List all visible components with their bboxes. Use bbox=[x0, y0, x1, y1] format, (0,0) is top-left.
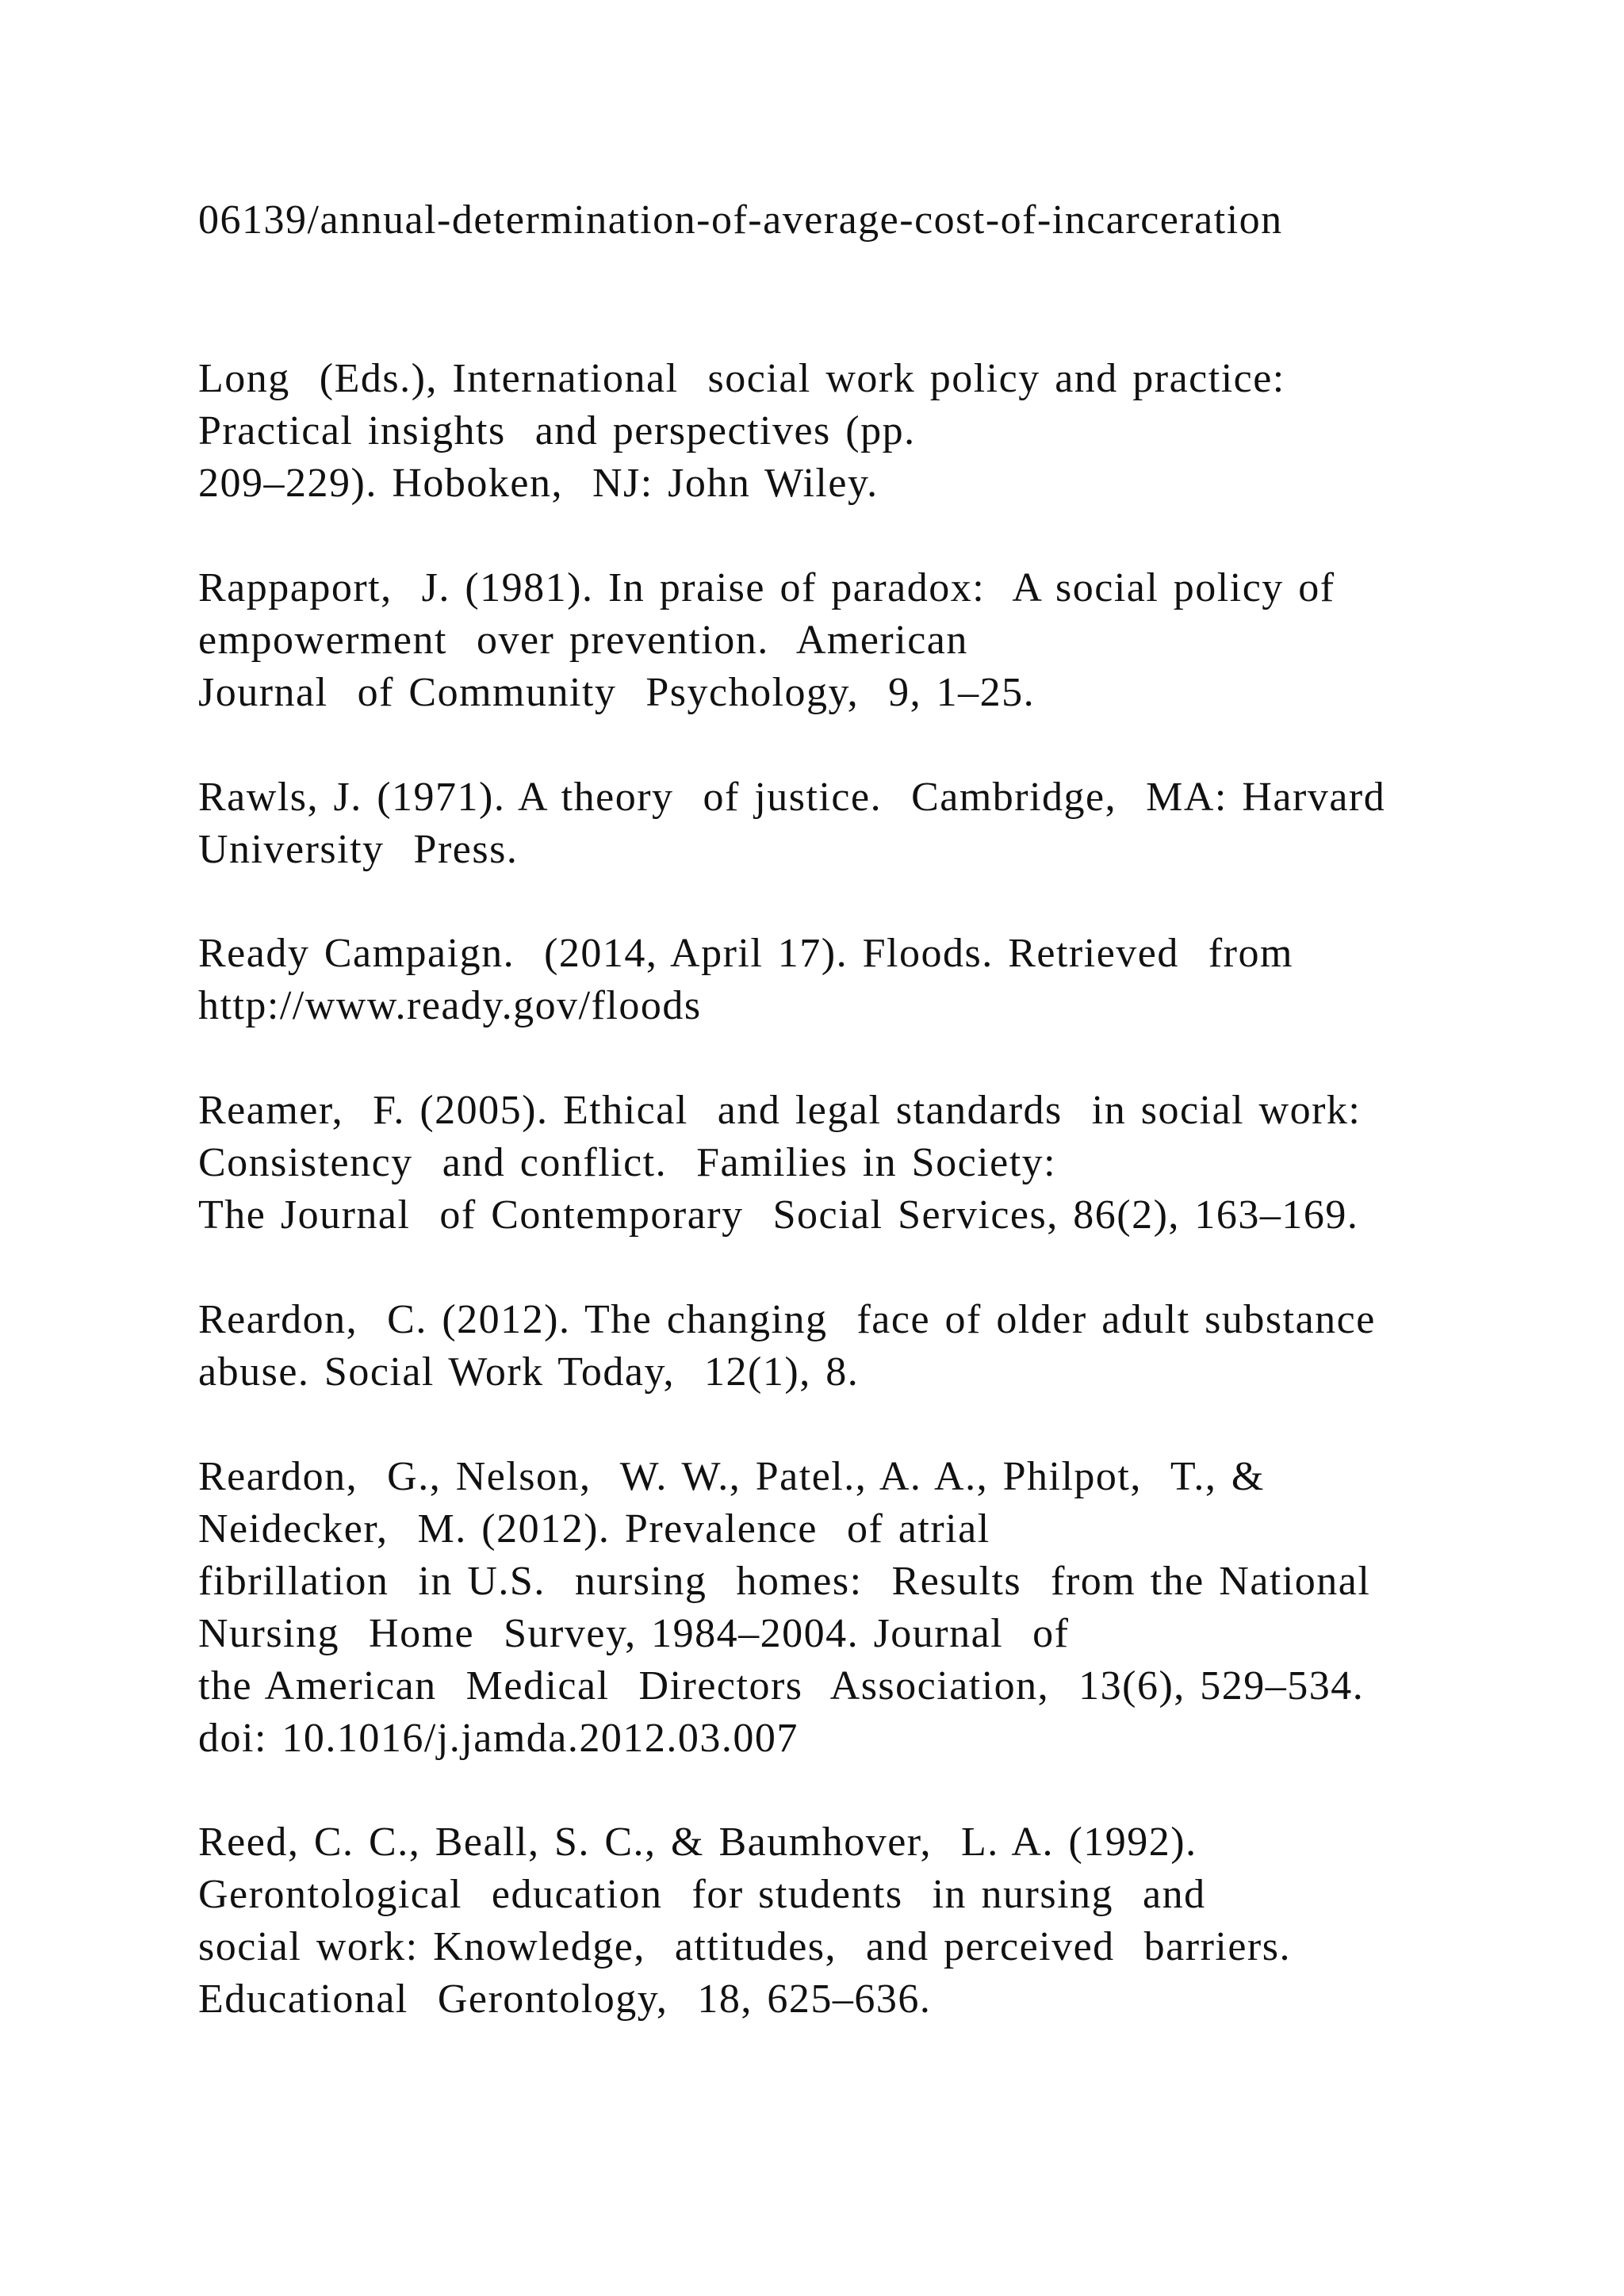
reference-line: Gerontological education for students in nursing and bbox=[198, 1872, 1206, 1917]
reference-line: Rappaport, J. (1981). In praise of paradox: A social policy of bbox=[198, 565, 1335, 610]
reference-line: Reed, C. C., Beall, S. C., & Baumhover, L. A. (1992). bbox=[198, 1820, 1197, 1865]
reference-line: Practical insights and perspectives (pp. bbox=[198, 408, 916, 453]
reference-line: Long (Eds.), International social work policy and practice: bbox=[198, 356, 1285, 401]
reference-line: Neidecker, M. (2012). Prevalence of atrial bbox=[198, 1506, 990, 1552]
reference-entry-reamer bbox=[198, 1085, 1546, 1242]
url-continuation bbox=[198, 194, 1546, 247]
reference-line: Nursing Home Survey, 1984–2004. Journal of bbox=[198, 1611, 1070, 1656]
reference-entry-rappaport bbox=[198, 562, 1546, 719]
reference-entry-reardon-c bbox=[198, 1294, 1546, 1399]
reference-entry-reardon-g bbox=[198, 1451, 1546, 1765]
reference-line: Reamer, F. (2005). Ethical and legal standards in social work: bbox=[198, 1088, 1362, 1133]
reference-line: Educational Gerontology, 18, 625–636. bbox=[198, 1976, 932, 2022]
reference-entry-ready-campaign bbox=[198, 928, 1546, 1032]
reference-line: fibrillation in U.S. nursing homes: Results from the National bbox=[198, 1559, 1371, 1604]
reference-line: Consistency and conflict. Families in Society: bbox=[198, 1140, 1057, 1185]
reference-line: the American Medical Directors Association, 13(6), 529–534. bbox=[198, 1663, 1365, 1709]
reference-line: Reardon, C. (2012). The changing face of older adult substance bbox=[198, 1297, 1376, 1342]
reference-line: Journal of Community Psychology, 9, 1–25. bbox=[198, 670, 1036, 715]
reference-entry-long bbox=[198, 353, 1546, 510]
reference-line: University Press. bbox=[198, 827, 519, 872]
reference-line: http://www.ready.gov/floods bbox=[198, 983, 702, 1028]
reference-line: abuse. Social Work Today, 12(1), 8. bbox=[198, 1349, 860, 1395]
reference-line: Rawls, J. (1971). A theory of justice. Cambridge, MA: Harvard bbox=[198, 775, 1386, 820]
reference-line: 209–229). Hoboken, NJ: John Wiley. bbox=[198, 461, 879, 506]
reference-line: Reardon, G., Nelson, W. W., Patel., A. A., Philpot, T., & bbox=[198, 1454, 1265, 1499]
reference-line: doi: 10.1016/j.jamda.2012.03.007 bbox=[198, 1716, 799, 1761]
reference-line: The Journal of Contemporary Social Services, 86(2), 163–169. bbox=[198, 1192, 1359, 1238]
reference-entry-rawls bbox=[198, 771, 1546, 876]
reference-entry-reed bbox=[198, 1816, 1546, 2026]
reference-line: Ready Campaign. (2014, April 17). Floods. Retrieved from bbox=[198, 931, 1293, 976]
reference-line: empowerment over prevention. American bbox=[198, 618, 968, 663]
url-line: 06139/annual-determination-of-average-cost-of-incarceration bbox=[198, 197, 1283, 243]
reference-line: social work: Knowledge, attitudes, and perceived barriers. bbox=[198, 1924, 1291, 1969]
